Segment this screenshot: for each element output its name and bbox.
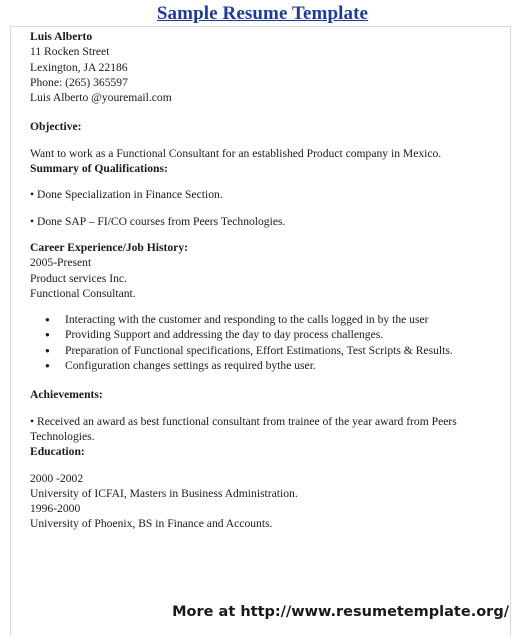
contact-email: Luis Alberto @youremail.com: [30, 91, 172, 105]
education-school: University of ICFAI, Masters in Business Administration.: [30, 486, 298, 500]
page-title: Sample Resume Template: [156, 3, 369, 24]
career-company: Product services Inc.: [30, 271, 127, 285]
summary-heading: Summary of Qualifications:: [30, 162, 168, 176]
summary-item: • Done SAP – FI/CO courses from Peers Technologies.: [30, 214, 286, 228]
career-heading: Career Experience/Job History:: [30, 240, 188, 254]
summary-item: • Done Specialization in Finance Section.: [30, 188, 223, 202]
resume-body: [30, 29, 500, 532]
contact-name: Luis Alberto: [30, 30, 93, 43]
achievements-text: • Received an award as best functional consultant from trainee of the year award from Peers Technologies.: [30, 414, 457, 443]
list-item: ● Interacting with the customer and responding to the calls logged in by the user: [65, 312, 500, 327]
education-period: 1996-2000: [30, 502, 81, 516]
education-period: 2000 -2002: [30, 471, 84, 485]
contact-street: 11 Rocken Street: [30, 45, 110, 59]
list-item: ● Configuration changes settings as required bythe user.: [65, 358, 500, 373]
objective-heading: Objective:: [30, 120, 82, 134]
responsibilities-list: [30, 312, 500, 373]
contact-city: Lexington, JA 22186: [30, 60, 128, 74]
achievements-heading: Achievements:: [30, 388, 103, 402]
career-period: 2005-Present: [30, 256, 92, 270]
list-item: ● Providing Support and addressing the day to day process challenges.: [65, 327, 500, 342]
education-school: University of Phoenix, BS in Finance and Accounts.: [30, 517, 273, 531]
footer-link[interactable]: More at http://www.resumetemplate.org/: [172, 604, 509, 620]
list-item: ● Preparation of Functional specifications, Effort Estimations, Test Scripts & Results.: [65, 343, 500, 358]
objective-text: Want to work as a Functional Consultant for an established Product company in Mexico.: [30, 146, 442, 160]
career-role: Functional Consultant.: [30, 286, 136, 300]
education-heading: Education:: [30, 445, 85, 459]
contact-phone: Phone: (265) 365597: [30, 75, 128, 89]
